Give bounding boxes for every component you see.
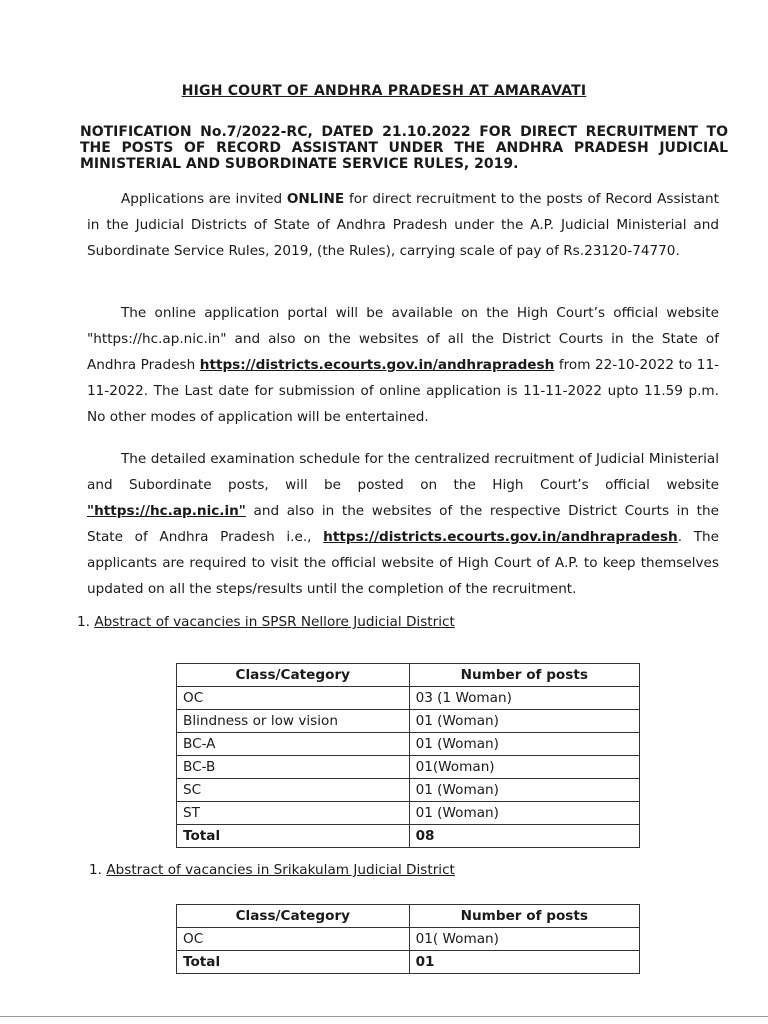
section-heading-text: Abstract of vacancies in Srikakulam Judicial District bbox=[106, 862, 455, 878]
table-row bbox=[177, 928, 640, 951]
vacancy-table-nellore bbox=[176, 663, 640, 848]
para1-online-emphasis: ONLINE bbox=[286, 191, 345, 207]
column-header-category: Class/Category bbox=[177, 664, 410, 687]
districts-ecourts-link-2[interactable]: https://districts.ecourts.gov.in/andhrapradesh bbox=[323, 529, 678, 545]
posts-cell: 01(Woman) bbox=[409, 756, 639, 779]
para3-text-before: The detailed examination schedule for the centralized recruitment of Judicial Ministerial and Subordinate posts, will be posted on the High Court’s official website bbox=[87, 451, 719, 493]
paragraph-portal bbox=[87, 300, 719, 430]
posts-cell: 03 (1 Woman) bbox=[409, 687, 639, 710]
para3-text-after: . The applicants are required to visit the official website of High Court of A.P. to keep themselves updated on all the steps/results until the completion of the recruitment. bbox=[87, 529, 719, 597]
table-header-row bbox=[177, 664, 640, 687]
category-cell: OC bbox=[177, 928, 410, 951]
column-header-category: Class/Category bbox=[177, 905, 410, 928]
column-header-posts: Number of posts bbox=[409, 664, 639, 687]
posts-cell: 01 (Woman) bbox=[409, 802, 639, 825]
table-row bbox=[177, 802, 640, 825]
posts-cell: 01 (Woman) bbox=[409, 779, 639, 802]
category-cell: ST bbox=[177, 802, 410, 825]
districts-ecourts-link[interactable]: https://districts.ecourts.gov.in/andhrapradesh bbox=[199, 357, 555, 373]
category-cell: OC bbox=[177, 687, 410, 710]
vacancy-table-srikakulam bbox=[176, 904, 640, 974]
section-heading-srikakulam bbox=[89, 862, 455, 878]
table-total-row bbox=[177, 825, 640, 848]
table-row bbox=[177, 687, 640, 710]
section-number: 1. bbox=[77, 614, 90, 630]
category-cell: BC-A bbox=[177, 733, 410, 756]
section-heading-nellore bbox=[77, 614, 455, 630]
total-label-cell: Total bbox=[177, 825, 410, 848]
posts-cell: 01 (Woman) bbox=[409, 710, 639, 733]
page-bottom-divider bbox=[0, 1016, 768, 1017]
category-cell: BC-B bbox=[177, 756, 410, 779]
table-header-row bbox=[177, 905, 640, 928]
table-total-row bbox=[177, 951, 640, 974]
notification-heading: NOTIFICATION No.7/2022-RC, DATED 21.10.2022 FOR DIRECT RECRUITMENT TO THE POSTS OF RECORD ASSISTANT UNDER THE ANDHRA PRADESH JUDICIAL MINISTERIAL AND SUBORDINATE SERVICE RULES, 2019. bbox=[80, 124, 728, 172]
table-row bbox=[177, 779, 640, 802]
table-row bbox=[177, 710, 640, 733]
category-cell: SC bbox=[177, 779, 410, 802]
total-value-cell: 01 bbox=[409, 951, 639, 974]
para2-text-after: from 22-10-2022 to 11-11-2022. The Last date for submission of online application is 11-11-2022 upto 11.59 p.m. No other modes of application will be entertained. bbox=[87, 357, 719, 425]
posts-cell: 01( Woman) bbox=[409, 928, 639, 951]
posts-cell: 01 (Woman) bbox=[409, 733, 639, 756]
table-row bbox=[177, 733, 640, 756]
total-value-cell: 08 bbox=[409, 825, 639, 848]
hc-website-link[interactable]: "https://hc.ap.nic.in" bbox=[87, 503, 246, 519]
category-cell: Blindness or low vision bbox=[177, 710, 410, 733]
total-label-cell: Total bbox=[177, 951, 410, 974]
para3-text-middle: and also in the websites of the respective District Courts in the State of Andhra Pradesh i.e., bbox=[87, 503, 719, 545]
paragraph-applications bbox=[87, 186, 719, 264]
column-header-posts: Number of posts bbox=[409, 905, 639, 928]
court-title: HIGH COURT OF ANDHRA PRADESH AT AMARAVATI bbox=[181, 83, 587, 99]
para1-text-after: for direct recruitment to the posts of Record Assistant in the Judicial Districts of State of Andhra Pradesh under the A.P. Judicial Ministerial and Subordinate Service Rules, 2019, (the Rules), carrying scale of pay of Rs.23120-74770. bbox=[87, 191, 719, 259]
para1-text-before: Applications are invited bbox=[121, 191, 287, 207]
paragraph-schedule bbox=[87, 446, 719, 602]
table-row bbox=[177, 756, 640, 779]
section-number: 1. bbox=[89, 862, 102, 878]
para2-text-before: The online application portal will be available on the High Court’s official website "https://hc.ap.nic.in" and also on the websites of all the District Courts in the State of Andhra Pradesh bbox=[87, 305, 719, 373]
section-heading-text: Abstract of vacancies in SPSR Nellore Judicial District bbox=[94, 614, 455, 630]
